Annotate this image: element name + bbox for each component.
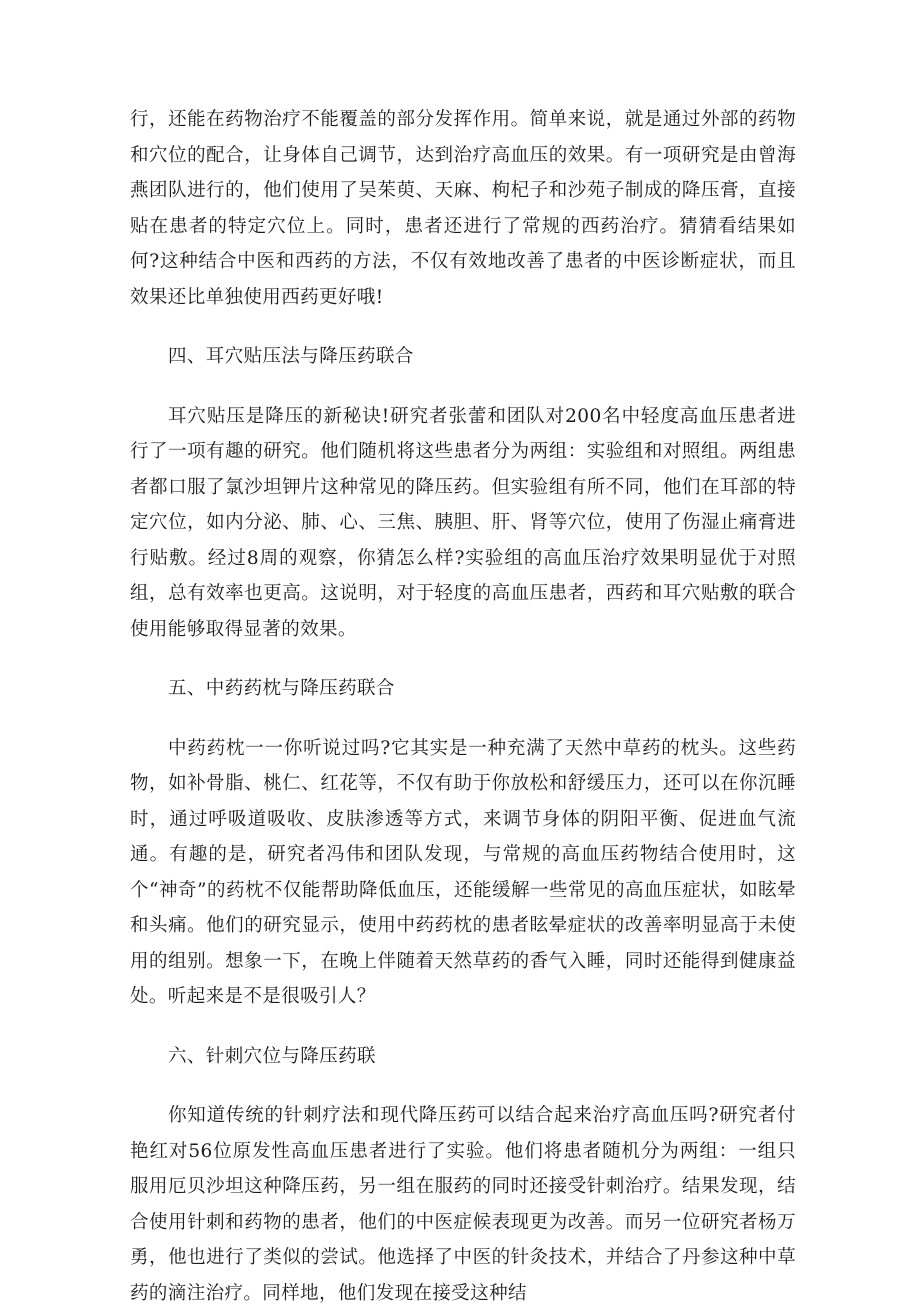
spacer <box>130 707 796 731</box>
paragraph-acupuncture: 你知道传统的针刺疗法和现代降压药可以结合起来治疗高血压吗?研究者付艳红对56位原发性高血压患者进行了实验。他们将患者随机分为两组：一组只服用厄贝沙坦这种降压药，另一组在服药的同时还接受针刺治疗。结果发现，结合使用针刺和药物的患者，他们的中医症候表现更为改善。而另一位研究者杨万勇，他也进行了类似的尝试。他选择了中医的针灸技术，并结合了丹参这种中草药的滴注治疗。同样地，他们发现在接受这种结 <box>130 1105 796 1304</box>
section-heading-5: 五、中药药枕与降压药联合 <box>168 678 395 699</box>
spacer <box>130 647 796 671</box>
spacer <box>130 1015 796 1039</box>
spacer <box>130 375 796 399</box>
spacer <box>130 315 796 339</box>
paragraph-herbal-pillow: 中药药枕一一你听说过吗?它其实是一种充满了天然中草药的枕头。这些药物，如补骨脂、桃仁、红花等，不仅有助于你放松和舒缓压力，还可以在你沉睡时，通过呼吸道吸收、皮肤渗透等方式，来调节身体的阴阳平衡、促进血气流通。有趣的是，研究者冯伟和团队发现，与常规的高血压药物结合使用时，这个“神奇”的药枕不仅能帮助降低血压，还能缓解一些常见的高血压症状，如眩晕和头痛。他们的研究显示，使用中药药枕的患者眩晕症状的改善率明显高于未使用的组别。想象一下，在晚上伴随着天然草药的香气入睡，同时还能得到健康益处。听起来是不是很吸引人？ <box>130 737 796 1007</box>
section-heading-6: 六、针刺穴位与降压药联 <box>168 1045 376 1067</box>
document-page <box>130 102 796 1311</box>
spacer <box>130 1074 796 1098</box>
paragraph-ear-acupoint: 耳穴贴压是降压的新秘诀!研究者张蕾和团队对200名中轻度高血压患者进行了一项有趣的研究。他们随机将这些患者分为两组：实验组和对照组。两组患者都口服了氯沙坦钾片这种常见的降压药。但实验组有所不同，他们在耳部的特定穴位，如内分泌、肺、心、三焦、胰胆、肝、肾等穴位，使用了伤湿止痛膏进行贴敷。经过8周的观察，你猜怎么样?实验组的高血压治疗效果明显优于对照组，总有效率也更高。这说明，对于轻度的高血压患者，西药和耳穴贴敷的联合使用能够取得显著的效果。 <box>130 405 796 640</box>
section-heading-4: 四、耳穴贴压法与降压药联合 <box>168 346 414 367</box>
paragraph-continuation: 行，还能在药物治疗不能覆盖的部分发挥作用。简单来说，就是通过外部的药物和穴位的配合，让身体自己调节，达到治疗高血压的效果。有一项研究是由曾海燕团队进行的，他们使用了吴茱萸、天麻、枸杞子和沙苑子制成的降压膏，直接贴在患者的特定穴位上。同时，患者还进行了常规的西药治疗。猜猜看结果如何?这种结合中医和西药的方法，不仅有效地改善了患者的中医诊断症状，而且效果还比单独使用西药更好哦! <box>130 109 796 308</box>
